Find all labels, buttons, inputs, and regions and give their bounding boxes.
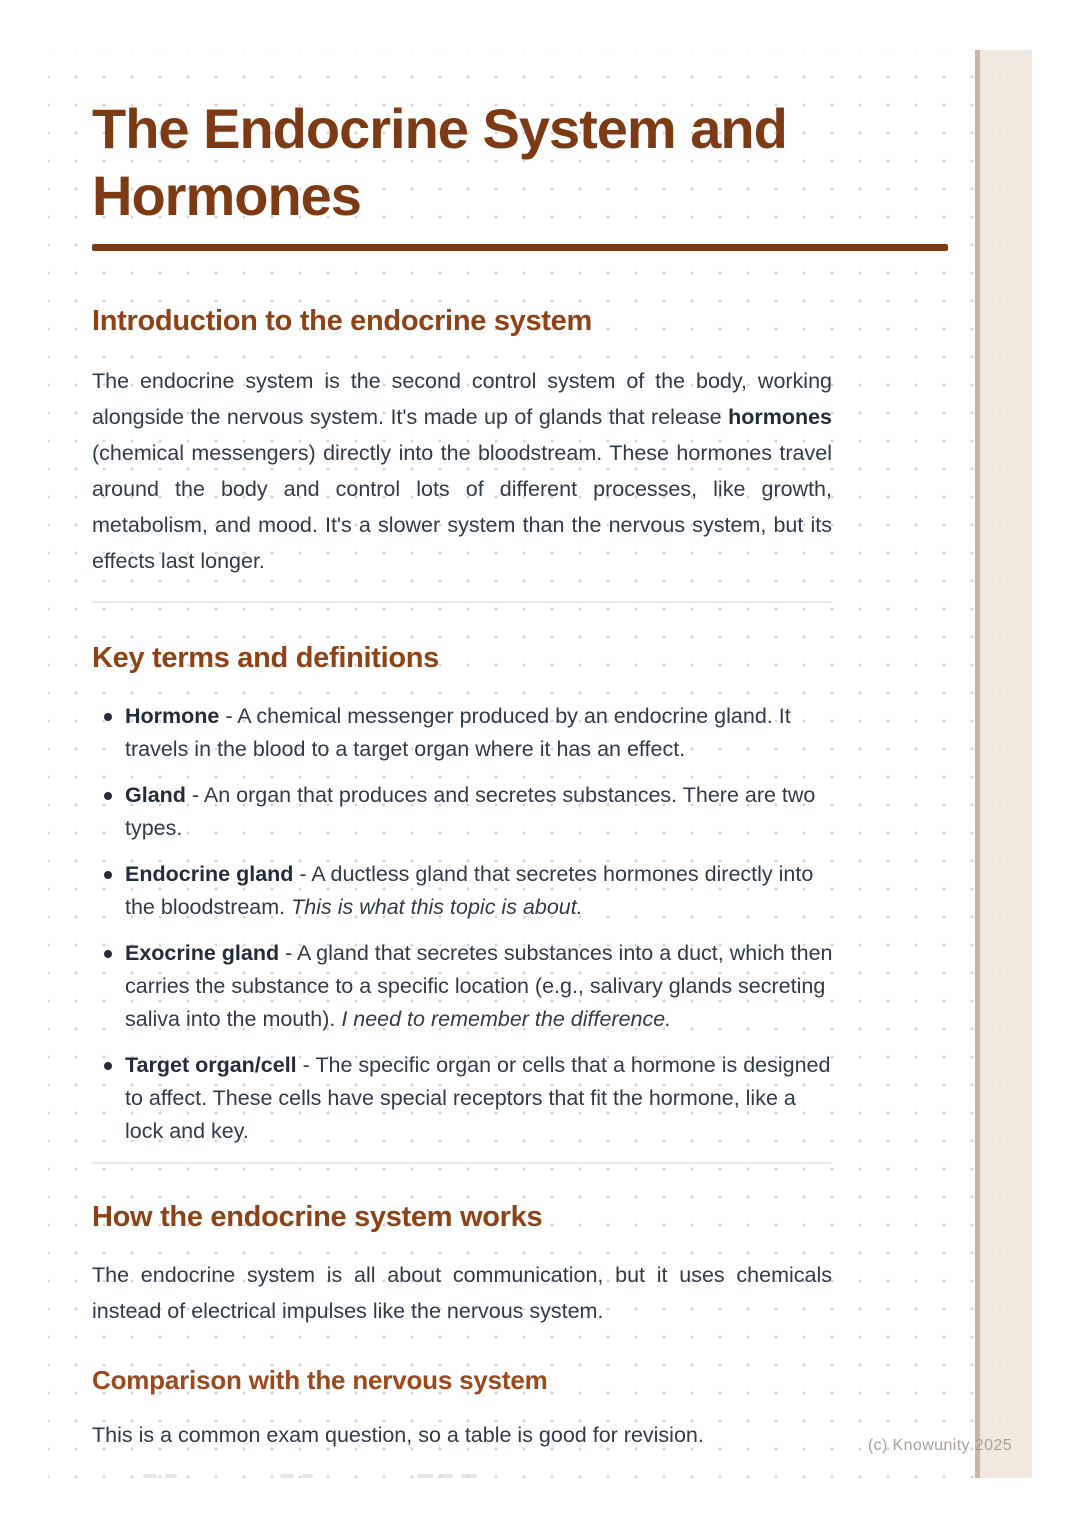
intro-bold-word: hormones [728, 405, 832, 429]
list-item-exocrine-gland [92, 937, 836, 1036]
term-definition: - The specific organ or cells that a hormone is designed to affect. These cells have special receptors that fit the hormone, like a lock and key. [125, 1053, 831, 1143]
term-definition: - An organ that produces and secretes substances. There are two types. [125, 783, 816, 840]
bullet-dot-icon [104, 950, 112, 958]
page-title: The Endocrine System and Hormones [92, 97, 787, 227]
intro-paragraph [92, 363, 832, 579]
term-italic-note: This is what this topic is about. [291, 895, 583, 919]
term-italic-note: I need to remember the difference. [341, 1007, 672, 1031]
bullet-dot-icon [104, 1062, 112, 1070]
section-heading-how-it-works: How the endocrine system works [92, 1201, 543, 1233]
note-content [92, 50, 952, 1453]
term-label: Endocrine gland [125, 862, 294, 886]
section-divider [92, 601, 832, 603]
next-page-edge-band [975, 50, 1032, 1478]
list-item-endocrine-gland [92, 858, 836, 924]
bullet-dot-icon [104, 792, 112, 800]
title-underline-rule [92, 244, 948, 251]
bullet-dot-icon [104, 713, 112, 721]
term-definition: - A gland that secretes substances into a duct, which then carries the substance to a specific location (e.g., salivary glands secreting saliva into the mouth). [125, 941, 833, 1031]
subheading-comparison: Comparison with the nervous system [92, 1365, 548, 1395]
comparison-paragraph: This is a common exam question, so a table is good for revision. [92, 1423, 704, 1447]
term-label: Hormone [125, 704, 220, 728]
term-label: Exocrine gland [125, 941, 280, 965]
term-definition: - A chemical messenger produced by an endocrine gland. It travels in the blood to a target organ where it has an effect. [125, 704, 791, 761]
section-heading-key-terms: Key terms and definitions [92, 642, 440, 674]
bullet-dot-icon [104, 871, 112, 879]
intro-text-before: The endocrine system is the second control system of the body, working alongside the nervous system. It's made up of glands that release [92, 369, 832, 429]
copyright-watermark: (c) Knowunity 2025 [867, 1437, 1012, 1454]
list-item-target-organ [92, 1049, 836, 1148]
term-label: Gland [125, 783, 186, 807]
term-label: Target organ/cell [125, 1053, 297, 1077]
section-heading-introduction: Introduction to the endocrine system [92, 305, 592, 337]
key-terms-list [92, 700, 836, 1148]
next-content-cutoff-hint [48, 1474, 1032, 1478]
how-paragraph: The endocrine system is all about communication, but it uses chemicals instead of electrical impulses like the nervous system. [92, 1263, 832, 1323]
list-item-hormone [92, 700, 836, 766]
list-item-gland [92, 779, 836, 845]
term-definition: - A ductless gland that secretes hormones directly into the bloodstream. [125, 862, 814, 919]
note-page [48, 50, 1032, 1478]
intro-text-after: (chemical messengers) directly into the bloodstream. These hormones travel around the body and control lots of different processes, like growth, metabolism, and mood. It's a slower system than the nervous system, but its effects last longer. [92, 441, 832, 573]
section-divider [92, 1162, 832, 1164]
